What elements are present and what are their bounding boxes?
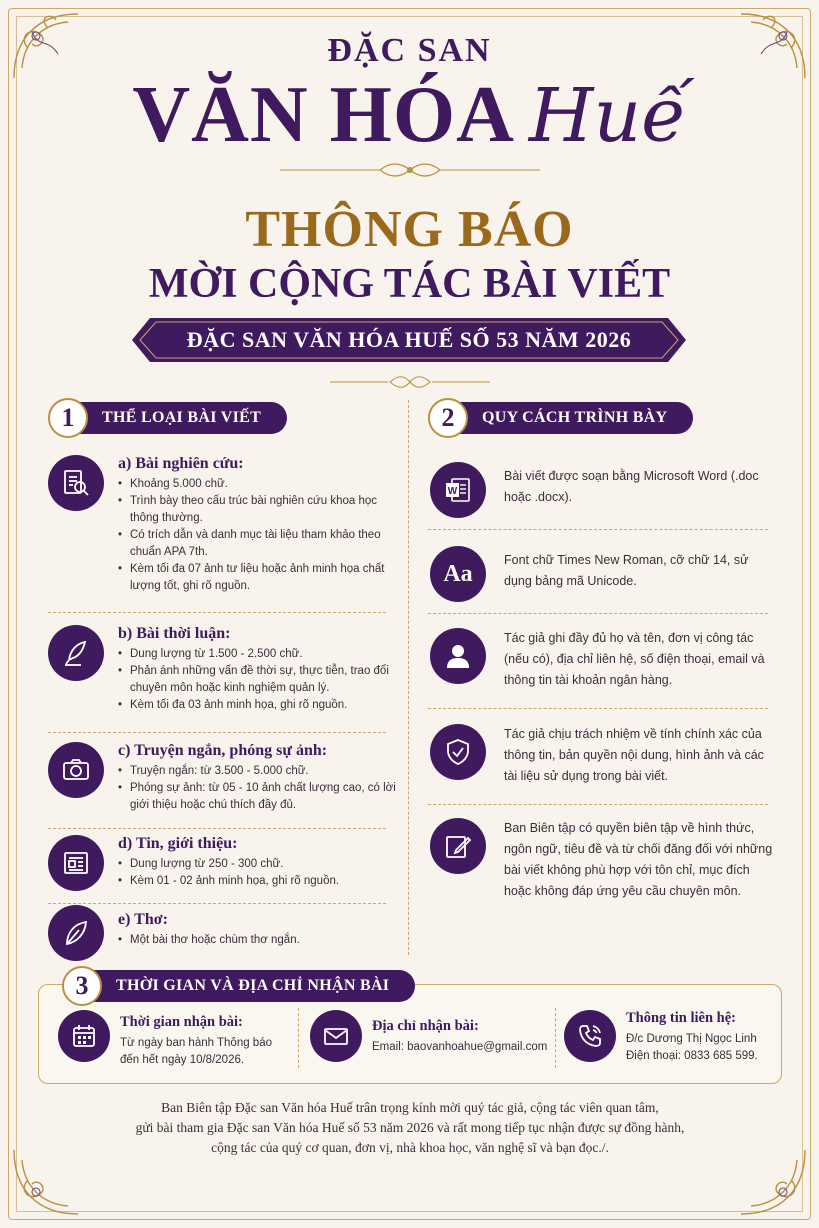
item-separator xyxy=(428,708,768,709)
address-email: Email: baovanhoahue@gmail.com xyxy=(372,1041,548,1053)
list-item: • Dung lượng từ 1.500 - 2.500 chữ. xyxy=(118,646,396,663)
svg-text:W: W xyxy=(447,486,458,497)
genre-heading: a) Bài nghiên cứu: xyxy=(118,455,244,472)
item-separator xyxy=(48,612,386,613)
divider-ornament-icon xyxy=(280,160,540,180)
section-title: THỂ LOẠI BÀI VIẾT xyxy=(74,402,287,434)
submission-divider xyxy=(555,1008,556,1068)
divider-ornament-icon xyxy=(330,374,490,390)
genre-heading: d) Tin, giới thiệu: xyxy=(118,835,238,852)
submission-divider xyxy=(298,1008,299,1068)
mail-icon xyxy=(310,1010,362,1062)
address-heading: Địa chỉ nhận bài: xyxy=(372,1018,479,1034)
list-item: • Một bài thơ hoặc chùm thơ ngắn. xyxy=(118,932,396,949)
contact-name: Đ/c Dương Thị Ngọc Linh xyxy=(626,1033,757,1045)
item-separator xyxy=(428,613,768,614)
newspaper-icon xyxy=(48,835,104,891)
section-2-header xyxy=(428,400,693,436)
format-text: Font chữ Times New Roman, cỡ chữ 14, sử dụng bảng mã Unicode. xyxy=(504,553,749,588)
format-text: Ban Biên tập có quyền biên tập về hình thức, ngôn ngữ, tiêu đề và từ chối đăng đối với những bài viết không phù hợp với tôn chỉ, mục đích hoặc không đáp ứng yêu cầu chuyên môn. xyxy=(504,821,773,898)
list-item: • Dung lượng từ 250 - 300 chữ. xyxy=(118,856,396,873)
calendar-icon xyxy=(58,1010,110,1062)
masthead-main-a: VĂN HÓA xyxy=(132,71,515,159)
item-separator xyxy=(48,828,386,829)
list-item: • Kèm 01 - 02 ảnh minh họa, ghi rõ nguồn. xyxy=(118,873,396,890)
section-title: QUY CÁCH TRÌNH BÀY xyxy=(454,402,693,434)
format-text: Bài viết được soạn bằng Microsoft Word (.doc hoặc .docx). xyxy=(504,469,759,504)
closing-line: Ban Biên tập Đặc san Văn hóa Huế trân trọng kính mời quý tác giả, cộng tác viên quan tâm, xyxy=(161,1100,659,1115)
closing-message xyxy=(60,1098,760,1158)
list-item: • Có trích dẫn và danh mục tài liệu tham khảo theo chuẩn APA 7th. xyxy=(118,527,396,561)
section-number: 1 xyxy=(48,398,88,438)
edit-icon xyxy=(430,818,486,874)
phone-icon xyxy=(564,1010,616,1062)
camera-icon xyxy=(48,742,104,798)
issue-banner xyxy=(132,318,686,362)
list-item: • Khoảng 5.000 chữ. xyxy=(118,476,396,493)
word-doc-icon xyxy=(430,462,486,518)
list-item: • Trình bày theo cấu trúc bài nghiên cứu khoa học thông thường. xyxy=(118,493,396,527)
user-icon xyxy=(430,628,486,684)
pen-icon xyxy=(48,625,104,681)
closing-line: cộng tác của quý cơ quan, đơn vị, nhà khoa học, văn nghệ sĩ và bạn đọc./. xyxy=(211,1140,609,1155)
section-3-header xyxy=(62,968,415,1004)
contact-phone: Điện thoại: 0833 685 599. xyxy=(626,1050,758,1062)
time-line: đến hết ngày 10/8/2026. xyxy=(120,1054,245,1066)
section-title: THỜI GIAN VÀ ĐỊA CHỈ NHẬN BÀI xyxy=(88,970,415,1002)
format-text: Tác giả ghi đầy đủ họ và tên, đơn vị công tác (nếu có), địa chỉ liên hệ, số điện thoại, email và thông tin tài khoản ngân hàng. xyxy=(504,631,765,687)
list-item: • Truyện ngắn: từ 3.500 - 5.000 chữ. xyxy=(118,763,396,780)
genre-heading: b) Bài thời luận: xyxy=(118,625,231,642)
notice-subtitle: MỜI CỘNG TÁC BÀI VIẾT xyxy=(148,261,671,307)
feather-icon xyxy=(48,905,104,961)
section-1-header xyxy=(48,400,287,436)
section-number: 3 xyxy=(62,966,102,1006)
genre-heading: e) Thơ: xyxy=(118,911,168,928)
list-item: • Kèm tối đa 07 ảnh tư liệu hoặc ảnh minh họa chất lượng tốt, ghi rõ nguồn. xyxy=(118,561,396,595)
notice-title: THÔNG BÁO xyxy=(245,201,574,258)
research-icon xyxy=(48,455,104,511)
list-item: • Phóng sự ảnh: từ 05 - 10 ảnh chất lượng cao, có lời giới thiệu hoặc chú thích đầy đủ. xyxy=(118,780,396,814)
item-separator xyxy=(48,903,386,904)
section-number: 2 xyxy=(428,398,468,438)
font-icon-text: Aa xyxy=(443,560,473,587)
font-icon xyxy=(430,546,486,602)
time-heading: Thời gian nhận bài: xyxy=(120,1014,243,1030)
shield-check-icon xyxy=(430,724,486,780)
item-separator xyxy=(428,804,768,805)
contact-heading: Thông tin liên hệ: xyxy=(626,1010,736,1026)
list-item: • Kèm tối đa 03 ảnh minh họa, ghi rõ nguồn. xyxy=(118,697,396,714)
issue-label: ĐẶC SAN VĂN HÓA HUẾ SỐ 53 NĂM 2026 xyxy=(186,327,632,352)
time-line: Từ ngày ban hành Thông báo xyxy=(120,1037,272,1049)
list-item: • Phản ánh những vấn đề thời sự, thực tiễn, trao đổi chuyên môn hoặc kinh nghiệm quản lý. xyxy=(118,663,396,697)
format-text: Tác giả chịu trách nhiệm về tính chính xác của thông tin, bản quyền nội dung, hình ảnh và các tài liệu sử dụng trong bài viết. xyxy=(504,727,764,783)
item-separator xyxy=(48,732,386,733)
genre-heading: c) Truyện ngắn, phóng sự ảnh: xyxy=(118,742,328,759)
item-separator xyxy=(428,529,768,530)
closing-line: gửi bài tham gia Đặc san Văn hóa Huế số 53 năm 2026 và rất mong tiếp tục nhận được sự đồng hành, xyxy=(135,1120,685,1135)
column-divider xyxy=(408,400,409,955)
masthead-main-b: Huế xyxy=(528,73,687,159)
masthead-top: ĐẶC SAN xyxy=(327,32,492,69)
masthead-title xyxy=(0,70,819,161)
